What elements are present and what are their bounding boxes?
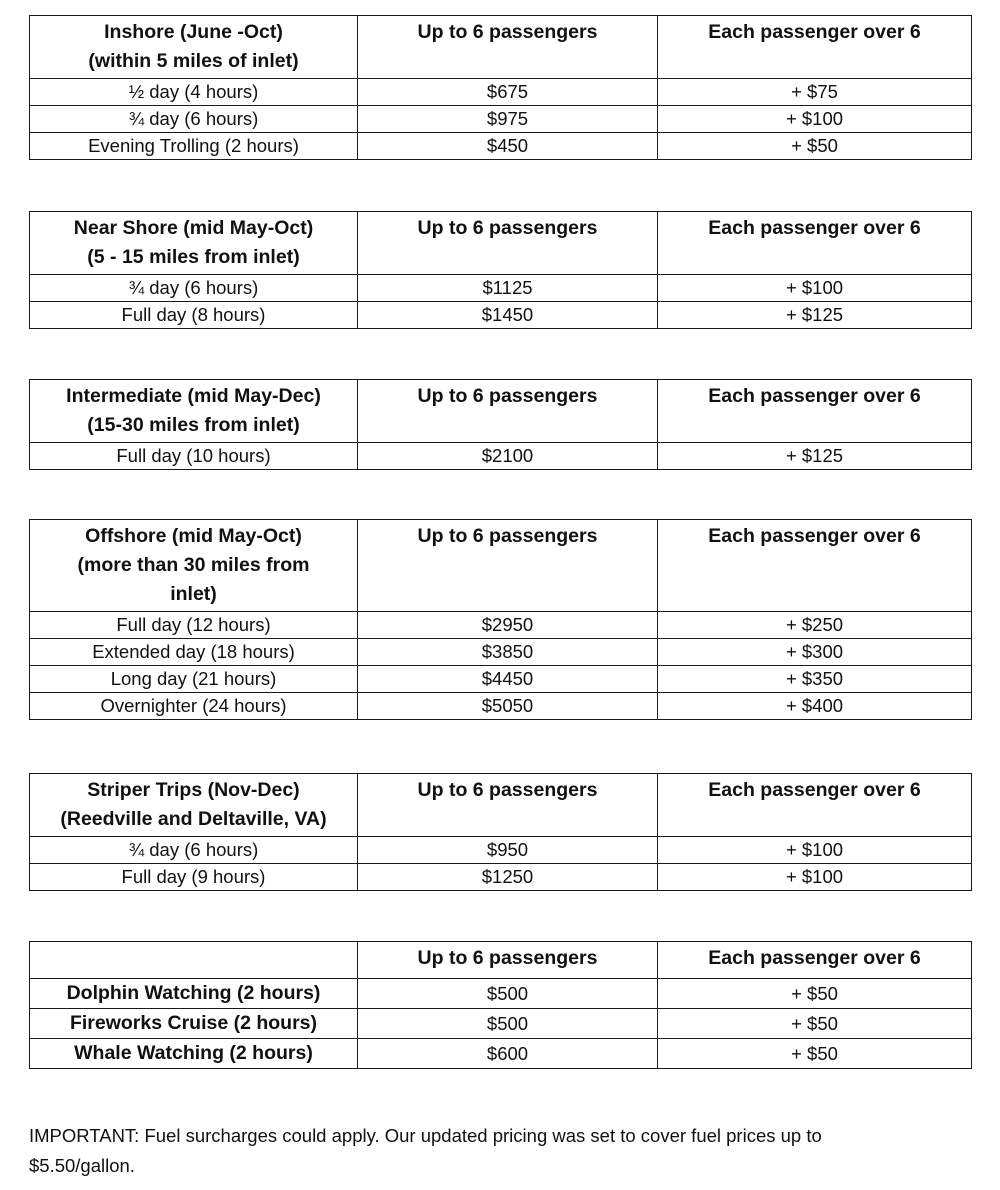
table-row bbox=[30, 639, 972, 666]
extra-price-cell: + $100 bbox=[658, 106, 972, 133]
inshore-rates-table bbox=[29, 15, 972, 160]
table-row bbox=[30, 106, 972, 133]
table-header-row bbox=[30, 520, 972, 612]
base-price-cell: $950 bbox=[358, 837, 658, 864]
base-price-cell: $1125 bbox=[358, 275, 658, 302]
col-up-to-6-header: Up to 6 passengers bbox=[358, 942, 658, 979]
table-row bbox=[30, 302, 972, 329]
intermediate-title-cell bbox=[30, 380, 358, 443]
trip-cell: ¾ day (6 hours) bbox=[30, 106, 358, 133]
extra-price-cell: + $350 bbox=[658, 666, 972, 693]
trip-cell: Evening Trolling (2 hours) bbox=[30, 133, 358, 160]
table-row bbox=[30, 443, 972, 470]
activities-rates-table bbox=[29, 941, 972, 1069]
base-price-cell: $500 bbox=[358, 979, 658, 1009]
table-row bbox=[30, 275, 972, 302]
offshore-title-cell bbox=[30, 520, 358, 612]
trip-cell: ½ day (4 hours) bbox=[30, 79, 358, 106]
table-row bbox=[30, 612, 972, 639]
trip-cell: Full day (12 hours) bbox=[30, 612, 358, 639]
base-price-cell: $500 bbox=[358, 1009, 658, 1039]
trip-cell: Full day (8 hours) bbox=[30, 302, 358, 329]
extra-price-cell: + $100 bbox=[658, 837, 972, 864]
inshore-title: Inshore (June -Oct) bbox=[104, 21, 283, 43]
extra-price-cell: + $100 bbox=[658, 864, 972, 891]
table-row bbox=[30, 133, 972, 160]
offshore-title: Offshore (mid May-Oct) bbox=[85, 525, 302, 547]
extra-price-cell: + $125 bbox=[658, 443, 972, 470]
fuel-surcharge-note-line-1: IMPORTANT: Fuel surcharges could apply. Our updated pricing was set to cover fuel prices up to bbox=[29, 1125, 822, 1146]
base-price-cell: $975 bbox=[358, 106, 658, 133]
offshore-rates-table bbox=[29, 519, 972, 720]
table-row bbox=[30, 693, 972, 720]
fuel-surcharge-note bbox=[29, 1121, 971, 1181]
table-header-row bbox=[30, 212, 972, 275]
trip-cell: Long day (21 hours) bbox=[30, 666, 358, 693]
table-row bbox=[30, 666, 972, 693]
activities-title-cell bbox=[30, 942, 358, 979]
table-header-row bbox=[30, 942, 972, 979]
base-price-cell: $3850 bbox=[358, 639, 658, 666]
striper-subtitle: (Reedville and Deltaville, VA) bbox=[60, 808, 327, 830]
inshore-subtitle: (within 5 miles of inlet) bbox=[88, 50, 299, 72]
col-up-to-6-header: Up to 6 passengers bbox=[358, 774, 658, 837]
base-price-cell: $1450 bbox=[358, 302, 658, 329]
extra-price-cell: + $125 bbox=[658, 302, 972, 329]
trip-cell: Whale Watching (2 hours) bbox=[30, 1039, 358, 1069]
extra-price-cell: + $100 bbox=[658, 275, 972, 302]
col-over-6-header: Each passenger over 6 bbox=[658, 380, 972, 443]
base-price-cell: $1250 bbox=[358, 864, 658, 891]
table-header-row bbox=[30, 16, 972, 79]
nearshore-title: Near Shore (mid May-Oct) bbox=[73, 217, 314, 239]
trip-cell: Dolphin Watching (2 hours) bbox=[30, 979, 358, 1009]
table-header-row bbox=[30, 380, 972, 443]
col-up-to-6-header: Up to 6 passengers bbox=[358, 380, 658, 443]
col-up-to-6-header: Up to 6 passengers bbox=[358, 520, 658, 612]
striper-title-cell bbox=[30, 774, 358, 837]
table-row bbox=[30, 79, 972, 106]
striper-rates-table bbox=[29, 773, 972, 891]
table-row bbox=[30, 1009, 972, 1039]
col-over-6-header: Each passenger over 6 bbox=[658, 774, 972, 837]
offshore-subtitle: (more than 30 miles from bbox=[77, 554, 310, 576]
base-price-cell: $450 bbox=[358, 133, 658, 160]
intermediate-rates-table bbox=[29, 379, 972, 470]
base-price-cell: $600 bbox=[358, 1039, 658, 1069]
col-over-6-header: Each passenger over 6 bbox=[658, 520, 972, 612]
inshore-title-cell bbox=[30, 16, 358, 79]
nearshore-subtitle: (5 - 15 miles from inlet) bbox=[87, 246, 300, 268]
trip-cell: Extended day (18 hours) bbox=[30, 639, 358, 666]
table-row bbox=[30, 864, 972, 891]
base-price-cell: $2100 bbox=[358, 443, 658, 470]
table-row bbox=[30, 837, 972, 864]
base-price-cell: $675 bbox=[358, 79, 658, 106]
nearshore-rates-table bbox=[29, 211, 972, 329]
table-row bbox=[30, 979, 972, 1009]
base-price-cell: $4450 bbox=[358, 666, 658, 693]
offshore-subtitle-2: inlet) bbox=[170, 583, 217, 605]
table-row bbox=[30, 1039, 972, 1069]
col-up-to-6-header: Up to 6 passengers bbox=[358, 212, 658, 275]
col-over-6-header: Each passenger over 6 bbox=[658, 16, 972, 79]
col-over-6-header: Each passenger over 6 bbox=[658, 212, 972, 275]
trip-cell: ¾ day (6 hours) bbox=[30, 837, 358, 864]
col-up-to-6-header: Up to 6 passengers bbox=[358, 16, 658, 79]
trip-cell: ¾ day (6 hours) bbox=[30, 275, 358, 302]
extra-price-cell: + $75 bbox=[658, 79, 972, 106]
col-over-6-header: Each passenger over 6 bbox=[658, 942, 972, 979]
striper-title: Striper Trips (Nov-Dec) bbox=[87, 779, 300, 801]
trip-cell: Full day (9 hours) bbox=[30, 864, 358, 891]
trip-cell: Full day (10 hours) bbox=[30, 443, 358, 470]
intermediate-title: Intermediate (mid May-Dec) bbox=[66, 385, 321, 407]
trip-cell: Fireworks Cruise (2 hours) bbox=[30, 1009, 358, 1039]
base-price-cell: $2950 bbox=[358, 612, 658, 639]
extra-price-cell: + $50 bbox=[658, 979, 972, 1009]
nearshore-title-cell bbox=[30, 212, 358, 275]
intermediate-subtitle: (15-30 miles from inlet) bbox=[87, 414, 300, 436]
base-price-cell: $5050 bbox=[358, 693, 658, 720]
extra-price-cell: + $50 bbox=[658, 1039, 972, 1069]
extra-price-cell: + $50 bbox=[658, 1009, 972, 1039]
extra-price-cell: + $400 bbox=[658, 693, 972, 720]
trip-cell: Overnighter (24 hours) bbox=[30, 693, 358, 720]
table-header-row bbox=[30, 774, 972, 837]
extra-price-cell: + $50 bbox=[658, 133, 972, 160]
extra-price-cell: + $250 bbox=[658, 612, 972, 639]
extra-price-cell: + $300 bbox=[658, 639, 972, 666]
fuel-surcharge-note-line-2: $5.50/gallon. bbox=[29, 1155, 135, 1176]
